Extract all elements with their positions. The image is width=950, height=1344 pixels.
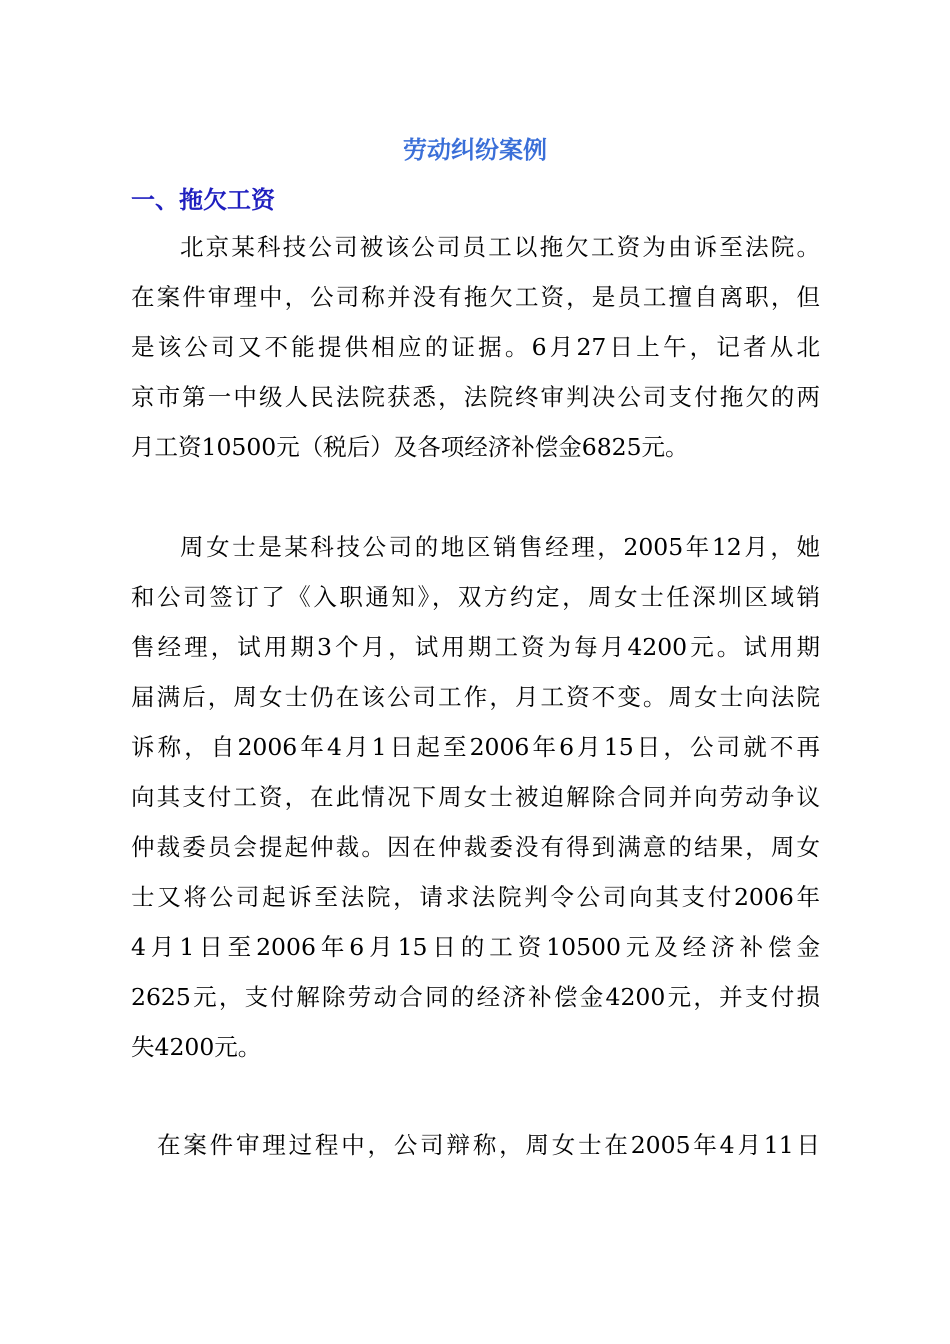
paragraph-1-line: 北京某科技公司被该公司员工以拖欠工资为由诉至法院。 (180, 233, 820, 261)
paragraph-2-line: 失4200元。 (131, 1033, 262, 1061)
paragraph-3-line: 在案件审理过程中，公司辩称，周女士在2005年4月11日 (157, 1131, 820, 1159)
document-title: 劳动纠纷案例 (403, 135, 547, 164)
paragraph-2-line: 向其支付工资，在此情况下周女士被迫解除合同并向劳动争议 (131, 783, 820, 811)
paragraph-1-line: 京市第一中级人民法院获悉，法院终审判决公司支付拖欠的两 (131, 383, 820, 411)
paragraph-1-line: 是该公司又不能提供相应的证据。6月27日上午，记者从北 (131, 333, 820, 361)
paragraph-2-line: 士又将公司起诉至法院，请求法院判令公司向其支付2006年 (131, 883, 820, 911)
paragraph-2-line: 诉称，自2006年4月1日起至2006年6月15日，公司就不再 (131, 733, 820, 761)
paragraph-2-line: 售经理，试用期3个月，试用期工资为每月4200元。试用期 (131, 633, 820, 661)
paragraph-2-line: 仲裁委员会提起仲裁。因在仲裁委没有得到满意的结果，周女 (131, 833, 820, 861)
paragraph-2-line: 2625元，支付解除劳动合同的经济补偿金4200元，并支付损 (131, 983, 820, 1011)
paragraph-2-line: 4月1日至2006年6月15日的工资10500元及经济补偿金 (131, 933, 820, 961)
paragraph-1-line: 在案件审理中，公司称并没有拖欠工资，是员工擅自离职，但 (131, 283, 820, 311)
paragraph-2-line: 周女士是某科技公司的地区销售经理，2005年12月，她 (180, 533, 820, 561)
section-heading: 一、拖欠工资 (131, 185, 275, 214)
paragraph-2-line: 和公司签订了《入职通知》，双方约定，周女士任深圳区域销 (131, 583, 820, 611)
paragraph-2-line: 届满后，周女士仍在该公司工作，月工资不变。周女士向法院 (131, 683, 820, 711)
paragraph-1-line: 月工资10500元（税后）及各项经济补偿金6825元。 (131, 433, 689, 461)
